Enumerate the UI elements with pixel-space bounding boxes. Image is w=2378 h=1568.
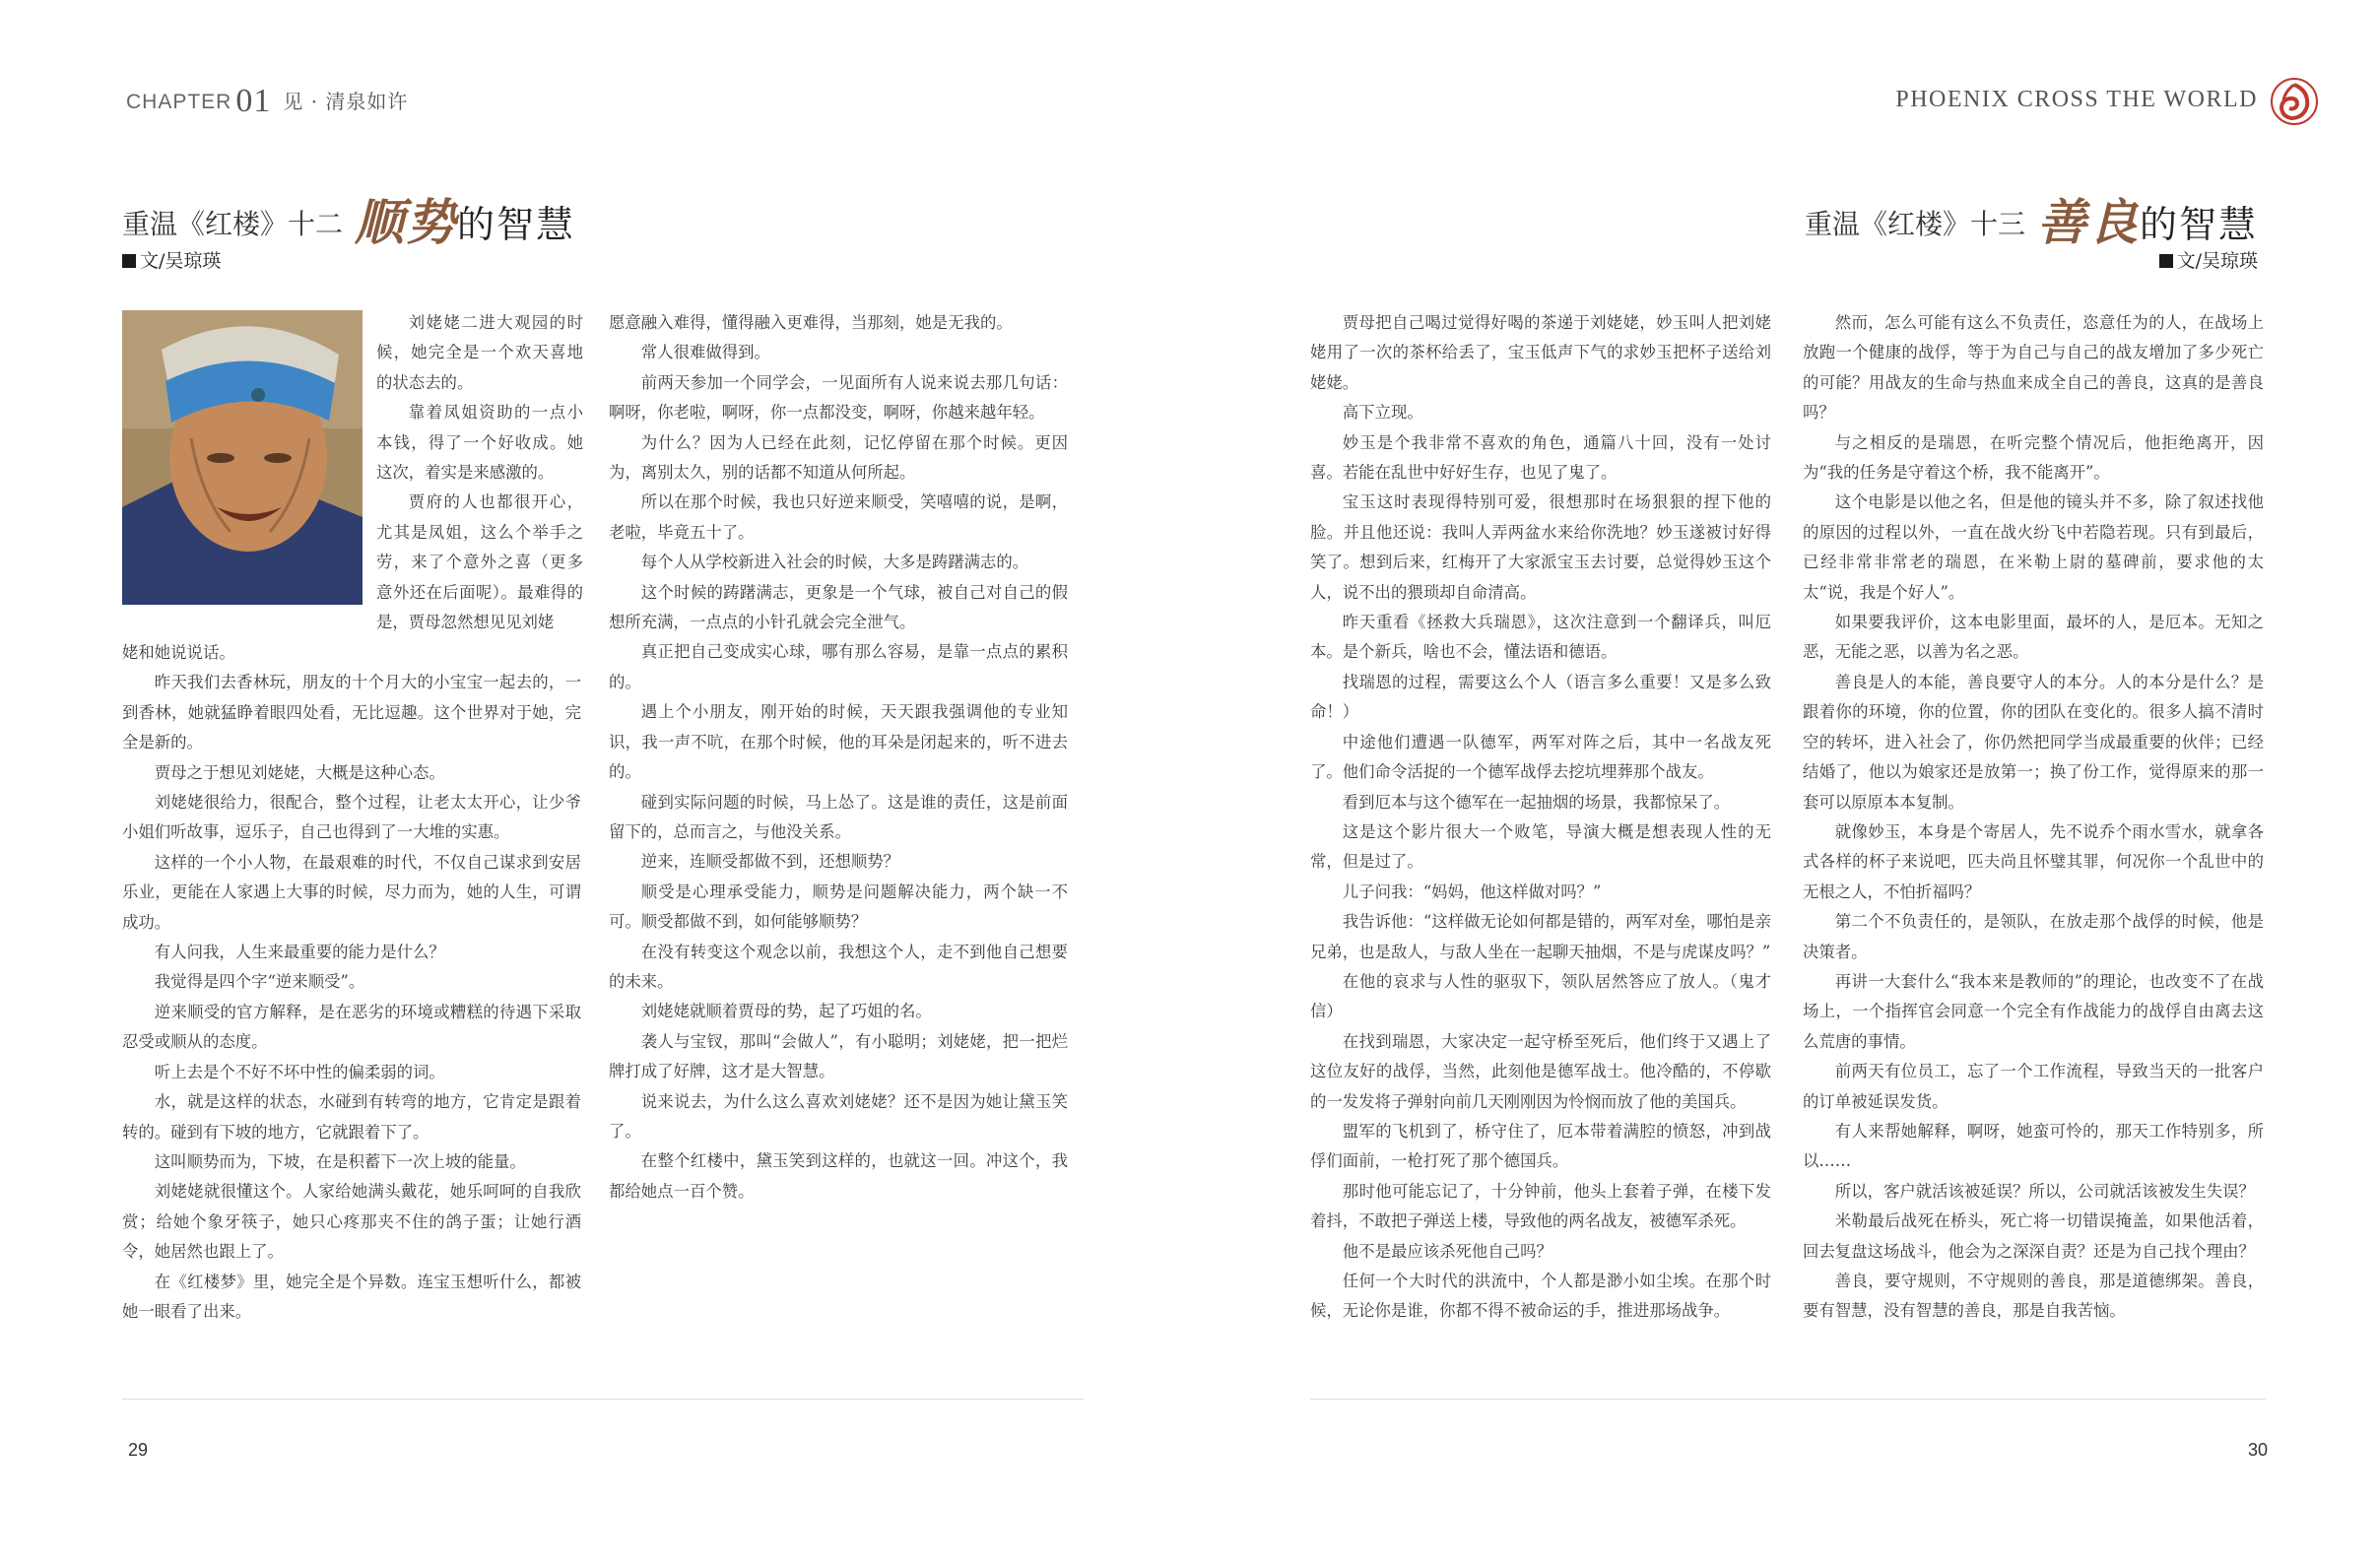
paragraph: 为什么？因为人已经在此刻，记忆停留在那个时候。更因为，离别太久，别的话都不知道从何所起。	[609, 432, 1068, 483]
paragraph: 这样的一个小人物，在最艰难的时代，不仅自己谋求到安居乐业，更能在人家遇上大事的时候，尽力而为，她的人生，可谓成功。	[122, 852, 581, 932]
paragraph: 这叫顺势而为，下坡，在是积蓄下一次上坡的能量。	[154, 1151, 526, 1171]
right-column-1	[1310, 308, 1771, 1327]
byline-text: 文/吴琼瑛	[2176, 250, 2258, 272]
paragraph: 顺受是心理承受能力，顺势是问题解决能力，两个缺一不可。顺受都做不到，如何能够顺势？	[609, 882, 1068, 932]
right-column-2	[1803, 308, 2264, 1327]
paragraph: 善良，要守规则，不守规则的善良，那是道德绑架。善良，要有智慧，没有智慧的善良，那是自我苦恼。	[1803, 1272, 2264, 1321]
left-column-1-wrap	[376, 308, 583, 637]
byline	[122, 246, 221, 273]
paragraph: 与之相反的是瑞恩，在听完整个情况后，他拒绝离开，因为“我的任务是守着这个桥，我不能离开”。	[1803, 432, 2264, 483]
paragraph: 然而，怎么可能有这么不负责任，恣意任为的人，在战场上放跑一个健康的战俘，等于为自己与自己的战友增加了多少死亡的可能？用战友的生命与热血来成全自己的善良，这真的是善良吗？	[1803, 313, 2264, 423]
paragraph: 在他的哀求与人性的驱驭下，领队居然答应了放人。（鬼才信）	[1310, 971, 1771, 1021]
title-main: 的智慧	[2139, 203, 2258, 246]
paragraph: 袭人与宝钗，那叫“会做人”，有小聪明；刘姥姥，把一把烂牌打成了好牌，这才是大智慧。	[609, 1031, 1068, 1081]
paragraph: 昨天重看《拯救大兵瑞恩》，这次注意到一个翻译兵，叫厄本。是个新兵，啥也不会，懂法语和德语。	[1310, 613, 1771, 662]
footer-divider	[122, 1399, 1084, 1400]
footer-divider	[1310, 1399, 2266, 1400]
paragraph: 高下立现。	[1342, 403, 1423, 423]
paragraph: 他不是最应该杀死他自己吗？	[1342, 1241, 1552, 1261]
paragraph: 妙玉是个我非常不喜欢的角色，通篇八十回，没有一处讨喜。若能在乱世中好好生存，也见了鬼了。	[1310, 432, 1771, 483]
paragraph: 所以在那个时候，我也只好逆来顺受，笑嘻嘻的说，是啊，老啦，毕竟五十了。	[609, 492, 1068, 542]
paragraph: 我告诉他：“这样做无论如何都是错的，两军对垒，哪怕是亲兄弟，也是敌人，与敌人坐在一起聊天抽烟，不是与虎谋皮吗？”	[1310, 912, 1771, 961]
title-prefix: 重温《红楼》十三	[1804, 208, 2025, 240]
paragraph: 姥和她说说话。	[122, 643, 235, 662]
byline-square-icon	[2159, 254, 2173, 268]
paragraph: 水，就是这样的状态，水碰到有转弯的地方，它肯定是跟着转的。碰到有下坡的地方，它就跟着下了。	[122, 1092, 581, 1142]
paragraph: 昨天我们去香林玩，朋友的十个月大的小宝宝一起去的，一到香林，她就猛睁着眼四处看，无比逗趣。这个世界对于她，完全是新的。	[122, 673, 581, 752]
article-title-left	[122, 183, 575, 254]
paragraph: 再讲一大套什么“我本来是教师的”的理论，也改变不了在战场上，一个指挥官会同意一个完全有作战能力的战俘自由离去这么荒唐的事情。	[1803, 971, 2264, 1051]
paragraph: 听上去是个不好不坏中性的偏柔弱的词。	[154, 1062, 445, 1081]
paragraph: 刘姥姥二进大观园的时候，她完全是一个欢天喜地的状态去的。	[376, 313, 583, 392]
paragraph: 贾母之于想见刘姥姥，大概是这种心态。	[154, 762, 445, 782]
paragraph: 如果要我评价，这本电影里面，最坏的人，是厄本。无知之恶，无能之恶，以善为名之恶。	[1803, 613, 2264, 662]
paragraph: 前两天有位员工，忘了一个工作流程，导致当天的一批客户的订单被延误发货。	[1803, 1062, 2264, 1111]
paragraph: 有人来帮她解释，啊呀，她蛮可怜的，那天工作特别多，所以……	[1803, 1121, 2264, 1171]
paragraph: 那时他可能忘记了，十分钟前，他头上套着子弹，在楼下发着抖，不敢把子弹送上楼，导致他的两名战友，被德军杀死。	[1310, 1181, 1771, 1231]
phoenix-logo-icon	[2270, 77, 2319, 126]
title-accent: 顺势	[355, 193, 458, 251]
paragraph: 在《红楼梦》里，她完全是个异数。连宝玉想听什么，都被她一眼看了出来。	[122, 1272, 581, 1321]
paragraph: 在没有转变这个观念以前，我想这个人，走不到他自己想要的未来。	[609, 942, 1068, 991]
left-column-1-body	[122, 638, 581, 1327]
article-title-right	[1805, 183, 2258, 254]
paragraph: 看到厄本与这个德军在一起抽烟的场景，我都惊呆了。	[1342, 792, 1731, 812]
paragraph: 碰到实际问题的时候，马上怂了。这是谁的责任，这是前面留下的，总而言之，与他没关系。	[609, 792, 1068, 841]
paragraph: 常人很难做得到。	[640, 343, 770, 362]
paragraph: 这个时候的踌躇满志，更象是一个气球，被自己对自己的假想所充满，一点点的小针孔就会完全泄气。	[609, 582, 1068, 632]
paragraph: 逆来，连顺受都做不到，还想顺势？	[640, 852, 900, 872]
byline-text: 文/吴琼瑛	[140, 250, 222, 272]
paragraph: 刘姥姥就顺着贾母的势，起了巧姐的名。	[640, 1002, 932, 1021]
paragraph: 第二个不负责任的，是领队，在放走那个战俘的时候，他是决策者。	[1803, 912, 2264, 961]
page-number: 29	[128, 1440, 149, 1460]
paragraph: 刘姥姥就很懂这个。人家给她满头戴花，她乐呵呵的自我欣赏；给她个象牙筷子，她只心疼那夹不住的鸽子蛋；让她行酒令，她居然也跟上了。	[122, 1182, 581, 1262]
paragraph: 在找到瑞恩，大家决定一起守桥至死后，他们终于又遇上了这位友好的战俘，当然，此刻他是德军战士。他冷酷的，不停歇的一发发将子弹射向前几天刚刚因为怜悯而放了他的美国兵。	[1310, 1031, 1771, 1111]
byline-square-icon	[122, 254, 136, 268]
chapter-label: CHAPTER	[126, 91, 232, 113]
paragraph: 真正把自己变成实心球，哪有那么容易，是靠一点点的累积的。	[609, 642, 1068, 691]
paragraph: 这个电影是以他之名，但是他的镜头并不多，除了叙述找他的原因的过程以外，一直在战火纷飞中若隐若现。只有到最后，已经非常非常老的瑞恩，在米勒上尉的墓碑前，要求他的太太“说，我是个好人”。	[1803, 492, 2264, 602]
series-header: PHOENIX CROSS THE WORLD	[1895, 87, 2258, 112]
paragraph: 在整个红楼中，黛玉笑到这样的，也就这一回。冲这个，我都给她点一百个赞。	[609, 1151, 1068, 1201]
byline	[2159, 246, 2258, 273]
paragraph: 前两天参加一个同学会，一见面所有人说来说去那几句话：啊呀，你老啦，啊呀，你一点都没变，啊呀，你越来越年轻。	[609, 372, 1068, 423]
paragraph: 刘姥姥很给力，很配合，整个过程，让老太太开心，让少爷小姐们听故事，逗乐子，自己也得到了一大堆的实惠。	[122, 793, 581, 842]
title-prefix: 重温《红楼》十二	[122, 208, 344, 240]
paragraph: 每个人从学校新进入社会的时候，大多是踌躇满志的。	[640, 553, 1029, 572]
paragraph: 说来说去，为什么这么喜欢刘姥姥？还不是因为她让黛玉笑了。	[609, 1091, 1068, 1141]
paragraph: 所以，客户就活该被延误？所以，公司就活该被发生失误？	[1834, 1181, 2255, 1201]
paragraph: 贾母把自己喝过觉得好喝的茶递于刘姥姥，妙玉叫人把刘姥姥用了一次的茶杯给丢了，宝玉低声下气的求妙玉把杯子送给刘姥姥。	[1310, 313, 1771, 392]
paragraph: 找瑞恩的过程，需要这么个人（语言多么重要！又是多么致命！）	[1310, 672, 1771, 722]
paragraph: 任何一个大时代的洪流中，个人都是渺小如尘埃。在那个时候，无论你是谁，你都不得不被命运的手，推进那场战争。	[1310, 1272, 1771, 1321]
paragraph: 愿意融入难得，懂得融入更难得，当那刻，她是无我的。	[609, 313, 1013, 332]
chapter-number: 01	[235, 83, 272, 119]
title-main: 的智慧	[457, 203, 576, 246]
paragraph: 就像妙玉，本身是个寄居人，先不说乔个雨水雪水，就拿各式各样的杯子来说吧，匹夫尚且怀璧其罪，何况你一个乱世中的无根之人，不怕折福吗？	[1803, 821, 2264, 901]
chapter-header	[126, 83, 408, 120]
paragraph: 中途他们遭遇一队德军，两军对阵之后，其中一名战友死了。他们命令活捉的一个德军战俘去挖坑埋葬那个战友。	[1310, 732, 1771, 782]
portrait-photo	[122, 310, 363, 605]
section-title: 见 · 清泉如许	[283, 90, 409, 113]
paragraph: 靠着凤姐资助的一点小本钱，得了一个好收成。她这次，着实是来感激的。	[376, 403, 583, 483]
paragraph: 有人问我，人生来最重要的能力是什么？	[154, 943, 445, 962]
paragraph: 盟军的飞机到了，桥守住了，厄本带着满腔的愤怒，冲到战俘们面前，一枪打死了那个德国兵。	[1310, 1121, 1771, 1171]
paragraph: 逆来顺受的官方解释，是在恶劣的环境或糟糕的待遇下采取忍受或顺从的态度。	[122, 1002, 581, 1052]
paragraph: 米勒最后战死在桥头，死亡将一切错误掩盖，如果他活着，回去复盘这场战斗，他会为之深深自责？还是为自己找个理由？	[1803, 1211, 2264, 1261]
portrait-illustration	[122, 310, 363, 605]
paragraph: 贾府的人也都很开心，尤其是凤姐，这么个举手之劳，来了个意外之喜（更多意外还在后面呢）。最难得的是，贾母忽然想见见刘姥	[376, 492, 583, 632]
paragraph: 遇上个小朋友，刚开始的时候，天天跟我强调他的专业知识，我一声不吭，在那个时候，他的耳朵是闭起来的，听不进去的。	[609, 702, 1068, 782]
paragraph: 宝玉这时表现得特别可爱，很想那时在场狠狠的捏下他的脸。并且他还说：我叫人弄两盆水来给你洗地？妙玉遂被讨好得笑了。想到后来，红梅开了大家派宝玉去讨要，总觉得妙玉这个人，说不出的猥琐却自命清高。	[1310, 492, 1771, 602]
left-column-2	[609, 308, 1068, 1207]
paragraph: 我觉得是四个字“逆来顺受”。	[154, 972, 365, 992]
paragraph: 这是这个影片很大一个败笔，导演大概是想表现人性的无常，但是过了。	[1310, 821, 1771, 872]
paragraph: 儿子问我：“妈妈，他这样做对吗？”	[1342, 882, 1602, 901]
paragraph: 善良是人的本能，善良要守人的本分。人的本分是什么？是跟着你的环境，你的位置，你的团队在变化的。很多人搞不清时空的转坏，进入社会了，你仍然把同学当成最重要的伙伴；已经结婚了，他以为娘家还是放第一；换了份工作，觉得原来的那一套可以原原本本复制。	[1803, 672, 2264, 812]
page-number: 30	[2248, 1440, 2269, 1460]
title-accent: 善良	[2036, 193, 2140, 251]
